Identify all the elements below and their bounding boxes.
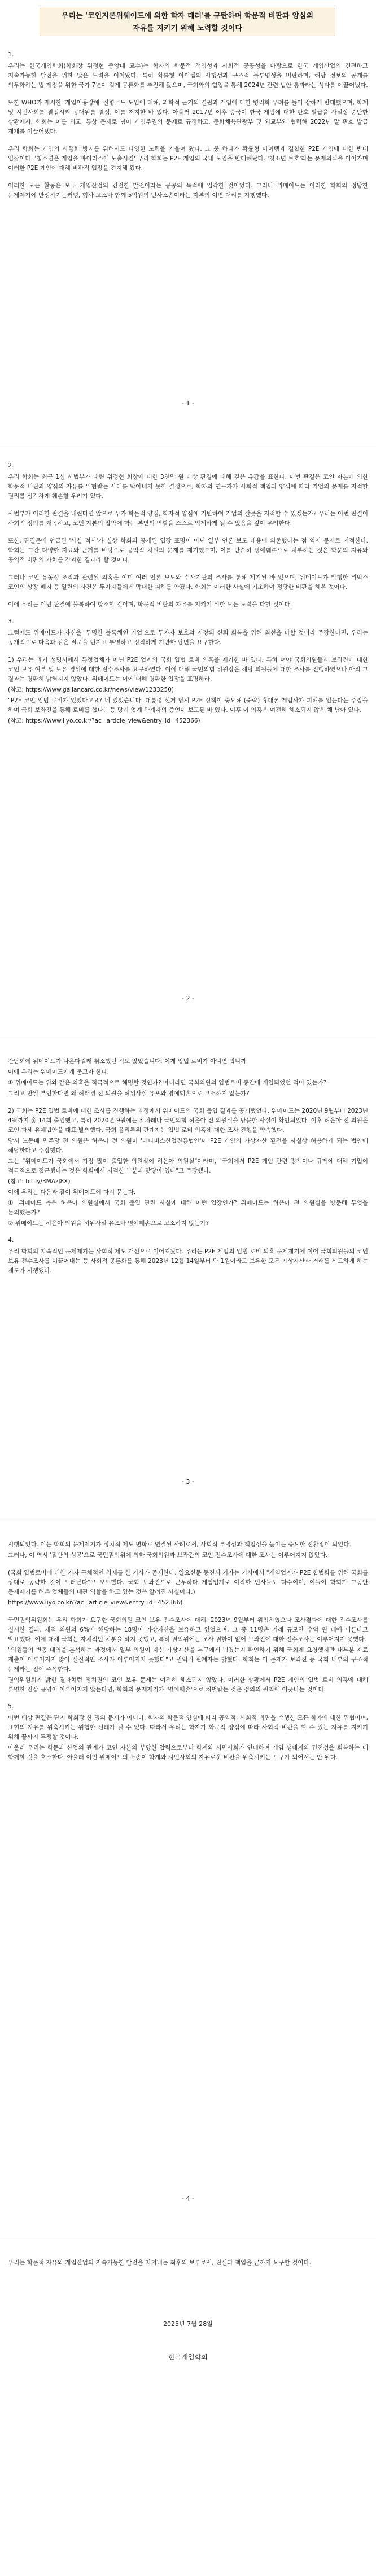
section-number: 2. — [8, 462, 14, 469]
paragraph: ① 위메이드는 위와 같은 의혹을 적극적으로 해명할 것인가? 아니라면 국회의원의 입법로비 중간에 개입되었던 적이 있는가? — [8, 1079, 327, 1086]
paragraph: 간담회에 위메이드가 나온다길래 취소했던 적도 있었습니다. 이게 입법 로비가 아니면 뭡니까" — [8, 1058, 249, 1065]
page-number: - 4 - — [182, 2195, 194, 2202]
paragraph: 권익위원회가 밝힌 결과처럼 정치권의 코인 보유 문제는 여전히 해소되지 않았다. 이러한 상황에서 P2E 게임의 입법 로비 의혹에 대해 분명한 진상 규명이 이루어지지 않는다면, 학회의 문제제기가 '명예훼손'으로 처벌받는 것은 정의의 원칙에 어긋나는 것이다. — [8, 1677, 370, 1693]
paragraph: 이에 우리는 위메이드에게 묻고자 한다. — [8, 1069, 109, 1075]
statement-title-box — [40, 8, 335, 36]
paragraph: 그는 "위메이드가 국회에서 가장 많이 출입한 의원실이 허은아 의원실"이라며, "국회에서 P2E 게임 관련 정책이나 규제에 대해 기업이 적극적으로 접근했다는 것은 학회에서 지적한 부분과 맞닿아 있다"고 주장했다. — [8, 1158, 370, 1174]
paragraph: 그리고 만일 부인한다면 왜 허태경 전 의원을 허위사실 유포와 명예훼손으로 고소하지 않는가? — [8, 1090, 250, 1097]
paragraph: 그럼에도 위메이드가 자신을 '투명한 블록체인 기업'으로 투자자 보호와 시장의 신뢰 회복을 위해 최선을 다할 것이라 주장한다면, 우리는 공개적으로 다음과 같은 질문을 던지고 투명하고 정직하게 기만한 답변을 요구한다. — [8, 629, 370, 646]
paragraph: 이러한 모든 활동은 모두 게임산업의 건전한 발전이라는 공공의 목적에 입각한 것이었다. 그러나 위메이드는 이러한 학회의 정당한 문제제기에 반성하기는커녕, 형사 고소와 함께 5억원의 민사소송이라는 자본의 이면 대리를 자행했다. — [8, 182, 370, 199]
paragraph: 우리는 한국게임학회(학회장 위정현 중앙대 교수)는 학자의 학문적 책임성과 사회적 공공성을 바탕으로 한국 게임산업의 건전하고 지속가능한 발전을 위한 많은 노력을 이어왔다. 특히 확률형 아이템의 사행성과 구조적 불투명성을 비판하며, 해당 정보의 공개를 의무화하는 법 제정을 위한 국가 7년여 길게 공론화를 추진해 왔으며, 국회와의 협업을 통해 2024년 관련 법안 통과라는 성과를 이끌어냈다. — [8, 63, 370, 89]
paragraph: 사법부가 이러한 판결을 내린다면 앞으로 누가 학문적 양심, 학자적 양심에 기반하여 기업의 잘못을 지적할 수 있겠는가? 우리는 이번 판결이 사회적 정의를 왜곡하고, 코인 자본의 압박에 학문 본연의 역할을 스스로 억제하게 될 수 있음을 깊이 우려한다. — [8, 510, 370, 527]
signature-organization: 한국게임학회 — [168, 2353, 208, 2361]
reference-link: (참고: https://www.iiyo.co.kr/?ac=article_view&entry_id=452366) — [8, 718, 200, 724]
section-number: 3. — [8, 618, 14, 625]
paragraph: 시행되었다. 이는 학회의 문제제기가 정치적 제도 변화로 연결된 사례로서, 사회적 투명성과 책임성을 높이는 중요한 전환점이 되었다. — [8, 1541, 351, 1548]
paragraph: 국민권익위원회는 우리 학회가 요구한 국회의원 코인 보유 전수조사에 대해, 2023년 9월부터 위임하였으나 조사결과에 대한 전수조사를 실시한 결과, 재적 의원의 6%에 해당하는 18명이 가상자산을 보유하고 있었으며, 그 중 11명은 거래 규모만 수억 원 대에 이른다고 발표했다. 이에 대해 국회는 자체적인 처분을 하지 못했고, 특히 권익위에는 조사 권한이 없어 보좌진에 대한 전수조사는 이루어지지 못했다. — [8, 1617, 370, 1643]
reference-link: (참고: bit.ly/3MAzJ8X) — [8, 1178, 71, 1185]
paragraph: ① 위메이드 측은 허은아 의원실에서 국회 출입 관련 사실에 대해 어떤 입장인가? 위메이드는 허은아 전 의원실을 방문해 무엇을 논의했는가? — [8, 1200, 370, 1216]
paragraph: 이에 우리는 다음과 같이 위메이드에 다시 묻는다. — [8, 1189, 136, 1196]
paragraph: 2) 국회는 P2E 입법 로비에 대한 조사를 진행하는 과정에서 위메이드의 국회 출입 결과를 공개했었다. 위메이드는 2020년 9월부터 2023년 4월까지 총 14회 출입했고, 특히 2020년 9월에는 3 차례나 국민의힘 허은아 전 의원실을 방문한 사실이 확인되었다. 이후 허은아 전 의원은 코인 과세 유예법안을 대표 발의했다. 국회 윤리특위 관계자는 입법 로비 의혹에 대한 조사 진행을 약속했다. — [8, 1108, 370, 1134]
statement-title-line2: 자유를 지키기 위해 노력할 것이다 — [133, 24, 242, 33]
document-page-2 — [8, 462, 368, 727]
paragraph: 이에 우리는 이번 판결에 불복하여 항소할 것이며, 학문적 비판의 자유를 지키기 위한 모든 노력을 다할 것이다. — [8, 601, 292, 608]
paragraph: 그러나, 이 역시 '절반의 성공'으로 국민권익위에 의한 국회의원과 보좌관의 코인 전수조사에 대한 조사는 이루어지지 않았다. — [8, 1552, 328, 1559]
paragraph: 이번 배상 판결은 단지 학회장 한 명의 문제가 아니다. 학자의 학문적 양심에 따라 공익적, 사회적 비판을 수행한 모든 학자에 대한 위협이며, 표현의 자유를 위축시키는 위험한 선례가 될 수 있다. 따라서 우리는 학자가 학문적 양심에 따라 사회적 비판을 할 수 있는 자유를 지키기 위해 끝까지 투쟁할 것이다. — [8, 1715, 370, 1740]
statement-title-line1: 우리는 '코인지론위웨이드에 의한 학자 테러'를 규탄하며 학문적 비판과 양심의 — [61, 12, 314, 20]
statement-date: 2025년 7월 28일 — [163, 2320, 213, 2328]
paragraph: 그러나 코인 유동성 조작과 관련된 의혹은 이미 여러 언론 보도와 수사기관의 조사를 통해 제기된 바 있으며, 위메이드가 발행한 위믹스 코인의 상장 폐지 등 일련의 사건은 투자자들에게 막대한 피해를 안겼다. 학회는 이러한 사실에 기초하여 정당한 비판을 해온 것이다. — [8, 574, 370, 591]
paragraph: 우리는 학문적 자유와 게임산업의 지속가능한 발전을 지켜내는 최후의 보루로서, 진실과 책임을 끝까지 요구할 것이다. — [8, 2259, 311, 2266]
section-number: 1. — [8, 51, 14, 58]
section-number: 5. — [8, 1703, 14, 1710]
paragraph: 또한, 판결문에 언급된 '사실 적시'가 실상 학회의 공개된 입장 표명이 아닌 일부 언론 보도 내용에 의존했다는 점 역시 문제로 지적한다. 학회는 그간 다양한 자료와 근거를 바탕으로 공익적 차원의 문제를 제기했으며, 이를 단순히 명예훼손으로 치부하는 것은 학문의 자유와 공익적 비판의 가치를 간과한 결과라 할 것이다. — [8, 537, 370, 563]
paragraph: "의원들의 변동 내역을 분석하는 과정에서 일부 의원이 자신 가상자산을 누구에게 넘겼는지 확인하기 위해 국회에 요청했지만 대부분 자료 제출이 이루어지지 않아 실질적인 조사가 이루어지지 못했다"고 권익위 관계자는 밝혔다. 학회는 이 문제가 보좌진 등 국회 내부의 구조적 문제라는 점에 주목한다. — [8, 1647, 370, 1673]
paragraph: 또한 WHO가 제시한 '게임이용장애' 질병코드 도입에 대해, 과학적 근거의 결핍과 게임에 대한 병리화 우려를 들어 강하게 반대했으며, 학계 및 시민사회를 결집시켜 공대위를 결성, 이를 저지한 바 있다. 아울러 2017년 이후 중국이 한국 게임에 대한 판호 발급을 사실상 중단한 상황에서, 학회는 이를 외교, 통상 문제로 넘어 게임주권의 문제로 규정하고, 문화체육관광부 및 외교부와 협력해 2022년 말 판호 발급 재개를 이끌어냈다. — [8, 99, 370, 135]
paragraph: 아울러 우리는 학문과 산업의 관계가 코인 자본의 부당한 압력으로부터 학계와 시민사회가 연대하여 게임 생태계의 건전성을 회복하는 데 함께할 것을 호소한다. 아울러 이번 위메이드의 소송이 학계와 시민사회의 자유로운 비판을 위축시키는 도구가 되어서는 안 된다. — [8, 1744, 370, 1761]
reference-link: https://www.iiyo.co.kr/?ac=article_view&entry_id=452366) — [8, 1599, 183, 1606]
paragraph: "P2E 코인 입법 로비가 있었다고요? 네 있었습니다. 대통령 선거 당시 P2E 정책이 중요해 (중략) 휴대폰 게임사가 피해를 입는다는 주장을 하며 국회 보좌진을 통해 로비를 했다." 등 당시 업계 관계자의 증언이 보도된 바 있다. 이후 이 의혹은 여전히 해소되지 않은 채 남아 있다. — [8, 697, 370, 714]
paragraph: 1) 우리는 과거 성명서에서 특정업체가 아닌 P2E 업계의 국회 입법 로비 의혹을 제기한 바 있다. 특히 여야 국회의원들과 보좌진에 대한 코인 보유 여부 및 보유 경위에 대한 전수조사를 요구하였다. 이에 대해 국민의힘 위원장은 해당 의원들에 대한 조사를 진행하였으나 아직 그 결과는 명확히 밝혀지지 않았다. 위메이드는 이에 대해 명확한 입장을 표명하라. — [8, 657, 370, 683]
section-number: 4. — [8, 1236, 14, 1244]
document-page-5 — [8, 2258, 368, 2269]
paragraph: (국회 입법로비에 대한 기자 구체적인 취재를 한 기사가 존재한다. 일요신문 동진서 기자는 기사에서 "게임업계가 P2E 합법화를 위해 국회를 상대로 공략한 것이 드러났다"고 보도했다. 국회 보좌진으로 근무하다 게임업계로 이직한 인사들도 다수이며, 이들이 학회가 그동안 문제제기를 해온 업체들의 대관 역할을 하고 있는 것은 알려진 사실이다.) — [8, 1569, 370, 1595]
document-page-4 — [8, 1540, 368, 1764]
paragraph: 당시 노동배 민주당 전 의원은 허은아 전 의원이 '메타버스산업진흥법안'이 P2E 게임의 가상자산 환전을 사실상 허용하게 되는 법안에 해당한다고 주장했다. — [8, 1138, 370, 1154]
paragraph: ② 위메이드는 허은아 의원을 허위사실 유포와 명예훼손으로 고소하지 않는가? — [8, 1220, 209, 1227]
paragraph: 우리 학회는 최근 1심 사법부가 내린 위정현 회장에 대한 3천만 원 배상 판결에 대해 깊은 유감을 표한다. 이번 판결은 코인 자본에 의한 학문적 비판과 양심의 자유를 위협받는 사태를 막아내지 못한 결정으로, 학자와 연구자가 사회적 책임과 양심에 따라 기업의 문제를 지적할 권리를 심각하게 훼손할 우려가 있다. — [8, 474, 370, 500]
reference-link: (참고: https://www.gallancard.co.kr/news/view/1233250) — [8, 686, 174, 693]
document-page-1 — [8, 51, 368, 202]
page-number: - 3 - — [182, 1478, 194, 1485]
paragraph: 우리 학회는 게임의 사행화 방지를 위해서도 다양한 노력을 기울여 왔다. 그 중 하나가 확률형 아이템과 결합한 P2E 게임에 대한 반대 입장이다. '청소년은 게임을 바이러스에 노출시킨' 우리 학회는 P2E 게임의 국내 도입을 반대해왔다. '청소년 보호'라는 문제의식을 이어가며 이러한 P2E 게임에 대해 비판적 입장을 견지해 왔다. — [8, 146, 370, 172]
document-page-3 — [8, 1057, 368, 1277]
page-number: - 2 - — [182, 995, 194, 1002]
paragraph: 우리 학회의 지속적인 문제제기는 사회적 제도 개선으로 이어져왔다. 우리는 P2E 게임의 입법 로비 의혹 문제제기에 이어 국회의원들의 코인 보유 전수조사를 이끌어내는 등 사회적 공론화를 통해 2023년 12월 14일부터 단 1원이라도 보유한 모든 가상자산과 거래를 신고하게 하는 제도가 시행됐다. — [8, 1248, 370, 1274]
page-number: - 1 - — [182, 400, 194, 407]
